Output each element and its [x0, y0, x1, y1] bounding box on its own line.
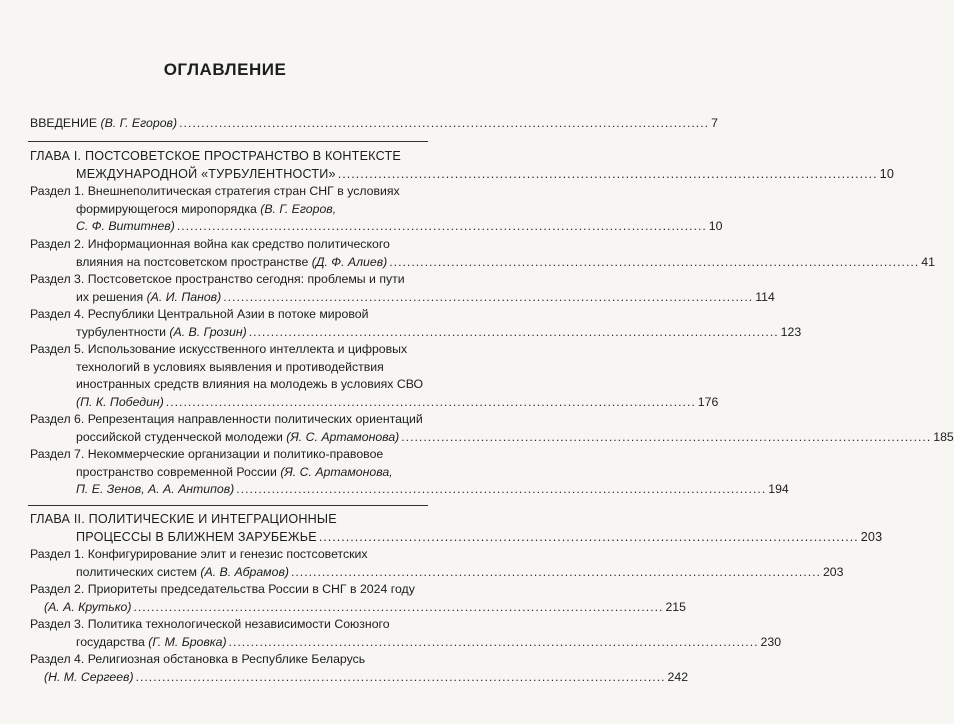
section-author: (П. К. Победин) [76, 394, 164, 409]
toc-chapter-1[interactable] [30, 148, 895, 183]
section-title: Раздел 3. Политика технологической независимости Союзного [30, 617, 390, 631]
toc-section-1-7[interactable] [30, 446, 789, 499]
leader-dots: ........................................................................................................................ [179, 116, 710, 130]
leader-dots: ........................................................................................................................ [401, 429, 932, 444]
section-title: формирующегося миропорядка [76, 201, 261, 216]
page-number: 242 [667, 669, 689, 684]
section-title: Раздел 1. Конфигурирование элит и генезис постсоветских [30, 547, 368, 561]
section-title: Раздел 2. Приоритеты председательства России в СНГ в 2024 году [30, 582, 415, 596]
page-number: 123 [780, 324, 802, 339]
section-author: (Я. С. Артамонова) [286, 429, 400, 444]
leader-dots: ........................................................................................................................ [228, 634, 759, 649]
section-author: П. Е. Зенов, А. А. Антипов) [76, 482, 235, 496]
section-title: Раздел 5. Использование искусственного интеллекта и цифровых [30, 342, 408, 356]
toc-section-1-6[interactable] [30, 411, 954, 446]
chapter-title-line: МЕЖДУНАРОДНОЙ «ТУРБУЛЕНТНОСТИ» [76, 166, 336, 181]
leader-dots: ........................................................................................................................ [248, 324, 779, 339]
section-title: их решения [76, 289, 147, 304]
intro-label: ВВЕДЕНИЕ [30, 116, 101, 130]
toc-entry-intro[interactable] [30, 115, 718, 133]
section-title: технологий в условиях выявления и противодействия [76, 359, 384, 374]
leader-dots: ........................................................................................................................ [135, 669, 666, 684]
page-number: 7 [711, 116, 718, 130]
section-author: С. Ф. Вититнев) [76, 219, 175, 233]
section-author: (Д. Ф. Алиев) [311, 254, 388, 269]
toc-chapter-2[interactable] [30, 511, 883, 546]
section-title: российской студенческой молодежи [76, 429, 287, 444]
toc-section-1-4[interactable] [30, 306, 802, 341]
page-number: 194 [768, 482, 789, 496]
page-number: 10 [879, 166, 895, 181]
toc-section-2-3[interactable] [30, 616, 782, 651]
section-author: (А. А. Крутько) [44, 599, 132, 614]
leader-dots: ........................................................................................................................ [133, 599, 664, 614]
leader-dots: ........................................................................................................................ [337, 166, 878, 181]
toc-section-1-5[interactable] [30, 341, 719, 411]
chapter-title-line: ПРОЦЕССЫ В БЛИЖНЕМ ЗАРУБЕЖЬЕ [76, 529, 317, 544]
page-number: 215 [665, 599, 686, 614]
section-title: Раздел 2. Информационная война как средство политического [30, 237, 390, 251]
page-number: 185 [933, 429, 954, 444]
page-number: 114 [755, 289, 775, 304]
toc-section-2-4[interactable] [30, 651, 689, 686]
section-title: Раздел 4. Религиозная обстановка в Республике Беларусь [30, 652, 366, 666]
intro-author: (В. Г. Егоров) [100, 116, 178, 130]
page-number: 203 [860, 529, 883, 544]
toc-section-2-2[interactable] [30, 581, 686, 616]
toc-section-1-2[interactable] [30, 236, 935, 271]
section-title: Раздел 4. Республики Центральной Азии в потоке мировой [30, 307, 369, 321]
section-title: государства [76, 634, 149, 649]
section-title: политических систем [76, 564, 201, 579]
toc-section-1-1[interactable] [30, 183, 723, 236]
toc-section-2-1[interactable] [30, 546, 844, 581]
section-title: Раздел 6. Репрезентация направленности политических ориентаций [30, 412, 423, 426]
leader-dots: ........................................................................................................................ [318, 529, 859, 544]
section-author: (Я. С. Артамонова, [280, 464, 393, 479]
section-title: иностранных средств влияния на молодежь в условиях СВО [76, 377, 424, 391]
leader-dots: ........................................................................................................................ [223, 289, 754, 304]
leader-dots: ........................................................................................................................ [389, 254, 920, 269]
section-author: (Н. М. Сергеев) [44, 669, 134, 684]
page-number: 230 [760, 634, 782, 649]
leader-dots: ........................................................................................................................ [176, 219, 707, 233]
page-number: 10 [708, 219, 723, 233]
leader-dots: ........................................................................................................................ [236, 482, 767, 496]
divider [28, 505, 428, 506]
leader-dots: ........................................................................................................................ [165, 394, 696, 409]
leader-dots: ........................................................................................................................ [290, 564, 821, 579]
section-author: (В. Г. Егоров, [260, 201, 337, 216]
section-title: Раздел 7. Некоммерческие организации и политико-правовое [30, 447, 384, 461]
section-title: Раздел 1. Внешнеполитическая стратегия стран СНГ в условиях [30, 184, 400, 198]
page-number: 176 [697, 394, 719, 409]
chapter-title-line: ГЛАВА II. ПОЛИТИЧЕСКИЕ И ИНТЕГРАЦИОННЫЕ [30, 512, 337, 526]
chapter-title-line: ГЛАВА I. ПОСТСОВЕТСКОЕ ПРОСТРАНСТВО В КОНТЕКСТЕ [30, 149, 401, 163]
section-author: (Г. М. Бровка) [148, 634, 227, 649]
divider [28, 141, 428, 142]
section-author: (А. И. Панов) [146, 289, 222, 304]
page-title: ОГЛАВЛЕНИЕ [163, 60, 287, 79]
section-author: (А. В. Абрамов) [200, 564, 289, 579]
section-title: пространство современной России [76, 464, 281, 479]
section-title: Раздел 3. Постсоветское пространство сегодня: проблемы и пути [30, 272, 405, 286]
section-title: влияния на постсоветском пространстве [76, 254, 312, 269]
section-title: турбулентности [76, 324, 170, 339]
page-number: 203 [822, 564, 844, 579]
toc-section-1-3[interactable] [30, 271, 775, 306]
section-author: (А. В. Грозин) [169, 324, 247, 339]
page-number: 41 [921, 254, 935, 269]
